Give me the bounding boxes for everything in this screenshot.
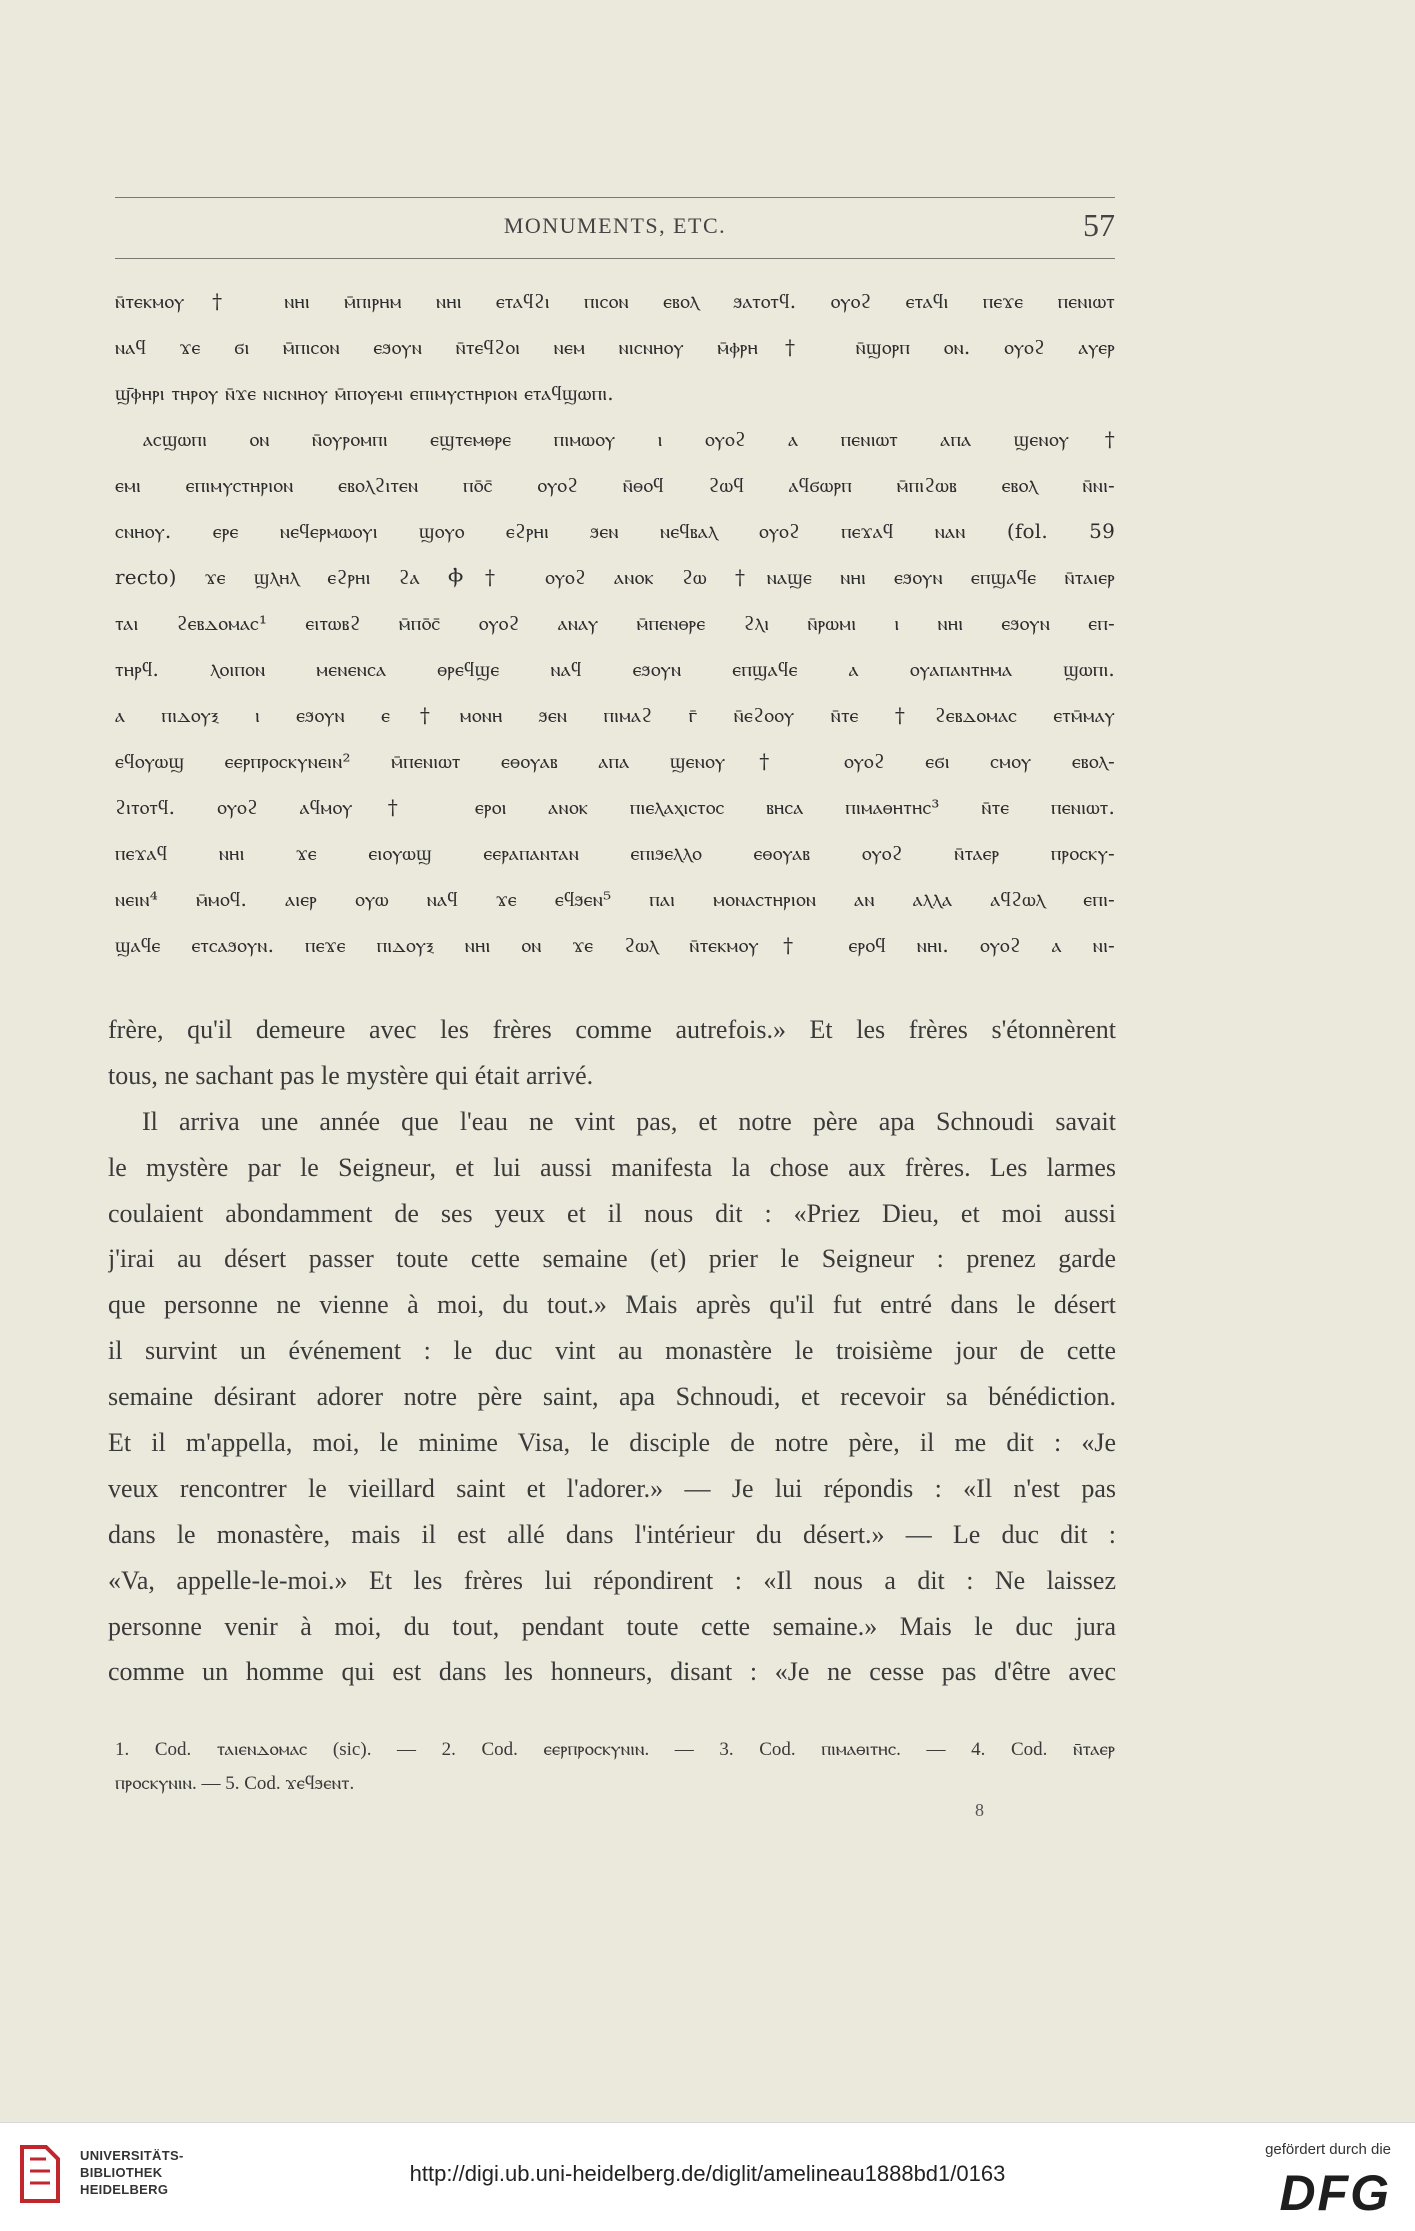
signature-mark: 8 [975,1800,984,1820]
running-head [115,205,1115,249]
page-number: 57 [1083,207,1115,243]
coptic-line: ⲁ ⲡⲓⲇⲟⲩⲝ ⲓ ⲉϧⲟⲩⲛ ⲉ†ⲙⲟⲛⲏ ϧⲉⲛ ⲡⲓⲙⲁϩ ⲅ̄ ⲛ̄ⲉϩⲟⲟⲩ ⲛ̄ⲧⲉ †ϩⲉⲃⲇⲟⲙⲁⲥ ⲉⲧⲙ̄ⲙⲁⲩ [115,703,1115,727]
coptic-line: ⲛⲁϥ ϫⲉ ϭⲓ ⲙ̄ⲡⲓⲥⲟⲛ ⲉϧⲟⲩⲛ ⲛ̄ⲧⲉϥϩⲟⲓ ⲛⲉⲙ ⲛⲓⲥⲛⲏⲟⲩ ⲙ̄ⲫⲣⲏ† ⲛ̄ϣⲟⲣⲡ ⲟⲛ. ⲟⲩⲟϩ ⲁⲩⲉⲣ [115,335,1115,359]
french-line: frère, qu'il demeure avec les frères comme autrefois.» Et les frères s'étonnèrent [108,1015,1116,1044]
french-translation-block [108,1007,1116,1695]
coptic-line: ⲡⲉϫⲁϥ ⲛⲏⲓ ϫⲉ ⲉⲓⲟⲩⲱϣ ⲉⲉⲣⲁⲡⲁⲛⲧⲁⲛ ⲉⲡⲓϧⲉⲗⲗⲟ ⲉⲑⲟⲩⲁⲃ ⲟⲩⲟϩ ⲛ̄ⲧⲁⲉⲣ ⲡⲣⲟⲥⲕⲩ- [115,841,1115,865]
coptic-line: ⲧⲁⲓ ϩⲉⲃⲇⲟⲙⲁⲥ¹ ⲉⲓⲧⲱⲃϩ ⲙ̄ⲡⲟ̄ⲥ̄ ⲟⲩⲟϩ ⲁⲛⲁⲩ ⲙ̄ⲡⲉⲛⲑⲣⲉ ϩⲗⲓ ⲛ̄ⲣⲱⲙⲓ ⲓ ⲛⲏⲓ ⲉϧⲟⲩⲛ ⲉⲡ- [115,611,1115,635]
french-line: que personne ne vienne à moi, du tout.» Mais après qu'il fut entré dans le désert [108,1290,1116,1320]
footnote-line: ⲡⲣⲟⲥⲕⲩⲛⲓⲛ. — 5. Cod. ϫⲉϥϧⲉⲛⲧ. [115,1773,355,1794]
french-line: le mystère par le Seigneur, et lui aussi manifesta la chose aux frères. Les larmes [108,1152,1116,1182]
french-line: semaine désirant adorer notre père saint, apa Schnoudi, et recevoir sa bénédiction. [108,1382,1116,1412]
footnotes [115,1733,1115,1801]
coptic-line: ⲛ̄ⲧⲉⲕⲙⲟⲩ† ⲛⲏⲓ ⲙ̄ⲡⲓⲣⲏⲙ ⲛⲏⲓ ⲉⲧⲁϥϩⲓ ⲡⲓⲥⲟⲛ ⲉⲃⲟⲗ ϧⲁⲧⲟⲧϥ. ⲟⲩⲟϩ ⲉⲧⲁϥⲓ ⲡⲉϫⲉ ⲡⲉⲛⲓⲱⲧ [115,289,1115,313]
coptic-line: ϣⲁϥⲉ ⲉⲧⲥⲁϧⲟⲩⲛ. ⲡⲉϫⲉ ⲡⲓⲇⲟⲩⲝ ⲛⲏⲓ ⲟⲛ ϫⲉ ϩⲱⲗ ⲛ̄ⲧⲉⲕⲙⲟⲩ† ⲉⲣⲟϥ ⲛⲏⲓ. ⲟⲩⲟϩ ⲁ ⲛⲓ- [115,933,1115,957]
coptic-line: ⲁⲥϣⲱⲡⲓ ⲟⲛ ⲛ̄ⲟⲩⲣⲟⲙⲡⲓ ⲉϣⲧⲉⲙⲑⲣⲉ ⲡⲓⲙⲱⲟⲩ ⲓ ⲟⲩⲟϩ ⲁ ⲡⲉⲛⲓⲱⲧ ⲁⲡⲁ ϣⲉⲛⲟⲩ† [143,427,1115,451]
header-top-rule [115,197,1115,198]
french-line: dans le monastère, mais il est allé dans l'intérieur du désert.» — Le duc dit : [108,1519,1116,1549]
coptic-line: ⲉϥⲟⲩⲱϣ ⲉⲉⲣⲡⲣⲟⲥⲕⲩⲛⲉⲓⲛ² ⲙ̄ⲡⲉⲛⲓⲱⲧ ⲉⲑⲟⲩⲁⲃ ⲁⲡⲁ ϣⲉⲛⲟⲩ† ⲟⲩⲟϩ ⲉϭⲓ ⲥⲙⲟⲩ ⲉⲃⲟⲗ- [115,749,1115,773]
coptic-line: ⲉⲙⲓ ⲉⲡⲓⲙⲩⲥⲧⲏⲣⲓⲟⲛ ⲉⲃⲟⲗϩⲓⲧⲉⲛ ⲡⲟ̄ⲥ̄ ⲟⲩⲟϩ ⲛ̄ⲑⲟϥ ϩⲱϥ ⲁϥϭⲱⲣⲡ ⲙ̄ⲡⲓϩⲱⲃ ⲉⲃⲟⲗ ⲛ̄ⲛⲓ- [115,473,1115,497]
library-name-line: BIBLIOTHEK [80,2165,163,2180]
french-line: personne venir à moi, du tout, pendant toute cette semaine.» Mais le duc jura [108,1611,1116,1641]
french-line: Et il m'appella, moi, le minime Visa, le disciple de notre père, il me dit : «Je [108,1428,1116,1458]
french-line: Il arriva une année que l'eau ne vint pas, et notre père apa Schnoudi savait [142,1106,1116,1136]
coptic-line: ϩⲓⲧⲟⲧϥ. ⲟⲩⲟϩ ⲁϥⲙⲟⲩ† ⲉⲣⲟⲓ ⲁⲛⲟⲕ ⲡⲓⲉⲗⲁⲭⲓⲥⲧⲟⲥ ⲃⲏⲥⲁ ⲡⲓⲙⲁⲑⲏⲧⲏⲥ³ ⲛ̄ⲧⲉ ⲡⲉⲛⲓⲱⲧ. [115,795,1115,819]
viewer-footer [0,2122,1415,2231]
coptic-line: ⲧⲏⲣϥ. ⲗⲟⲓⲡⲟⲛ ⲙⲉⲛⲉⲛⲥⲁ ⲑⲣⲉϥϣⲉ ⲛⲁϥ ⲉϧⲟⲩⲛ ⲉⲡϣⲁϥⲉ ⲁ ⲟⲩⲁⲡⲁⲛⲧⲏⲙⲁ ϣⲱⲡⲓ. [115,657,1115,681]
coptic-line: ϣ̄ⲫⲏⲣⲓ ⲧⲏⲣⲟⲩ ⲛ̄ϫⲉ ⲛⲓⲥⲛⲏⲟⲩ ⲙ̄ⲡⲟⲩⲉⲙⲓ ⲉⲡⲓⲙⲩⲥⲧⲏⲣⲓⲟⲛ ⲉⲧⲁϥϣⲱⲡⲓ. [115,381,614,405]
coptic-line: recto) ϫⲉ ϣⲗⲏⲗ ⲉϩⲣⲏⲓ ϩⲁ Ⲫ† ⲟⲩⲟϩ ⲁⲛⲟⲕ ϩⲱ †ⲛⲁϣⲉ ⲛⲏⲓ ⲉϧⲟⲩⲛ ⲉⲡϣⲁϥⲉ ⲛ̄ⲧⲁⲓⲉⲣ [115,565,1115,589]
coptic-text-block [115,278,1115,968]
french-line: comme un homme qui est dans les honneurs, disant : «Je ne cesse pas d'être avec [108,1657,1116,1687]
library-name-line: UNIVERSITÄTS- [80,2148,184,2163]
coptic-line: ⲥⲛⲏⲟⲩ. ⲉⲣⲉ ⲛⲉϥⲉⲣⲙⲱⲟⲩⲓ ϣⲟⲩⲟ ⲉϩⲣⲏⲓ ϧⲉⲛ ⲛⲉϥⲃⲁⲗ ⲟⲩⲟϩ ⲡⲉϫⲁϥ ⲛⲁⲛ (fol. 59 [115,519,1115,543]
permalink-url[interactable]: http://digi.ub.uni-heidelberg.de/diglit/amelineau1888bd1/0163 [409,2161,1006,2186]
running-title: MONUMENTS, ETC. [503,213,727,238]
french-line: coulaient abondamment de ses yeux et il nous dit : «Priez Dieu, et moi aussi [108,1198,1116,1228]
coptic-line: ⲛⲉⲓⲛ⁴ ⲙ̄ⲙⲟϥ. ⲁⲓⲉⲣ ⲟⲩⲱ ⲛⲁϥ ϫⲉ ⲉϥϧⲉⲛ⁵ ⲡⲁⲓ ⲙⲟⲛⲁⲥⲧⲏⲣⲓⲟⲛ ⲁⲛ ⲁⲗⲗⲁ ⲁϥϩⲱⲗ ⲉⲡⲓ- [115,887,1115,911]
funding-caption: gefördert durch die [1265,2141,1391,2158]
french-line: j'irai au désert passer toute cette semaine (et) prier le Seigneur : prenez garde [108,1244,1116,1274]
dfg-logo[interactable]: DFG [1279,2165,1391,2221]
footnote-line: 1. Cod. ⲧⲁⲓⲉⲛⲇⲟⲙⲁⲥ (sic). — 2. Cod. ⲉⲉⲣⲡⲣⲟⲥⲕⲩⲛⲓⲛ. — 3. Cod. ⲡⲓⲙⲁⲑⲓⲧⲏⲥ. — 4. Cod. ⲛ̄ⲧⲁⲉⲣ [115,1739,1115,1760]
french-line: tous, ne sachant pas le mystère qui était arrivé. [108,1060,594,1090]
library-name-line: HEIDELBERG [80,2182,169,2197]
header-bottom-rule [115,258,1115,259]
french-line: veux rencontrer le vieillard saint et l'adorer.» — Je lui répondis : «Il n'est pas [108,1473,1116,1503]
french-line: «Va, appelle-le-moi.» Et les frères lui répondirent : «Il nous a dit : Ne laissez [108,1565,1116,1595]
french-line: il survint un événement : le duc vint au monastère le troisième jour de cette [108,1336,1116,1366]
